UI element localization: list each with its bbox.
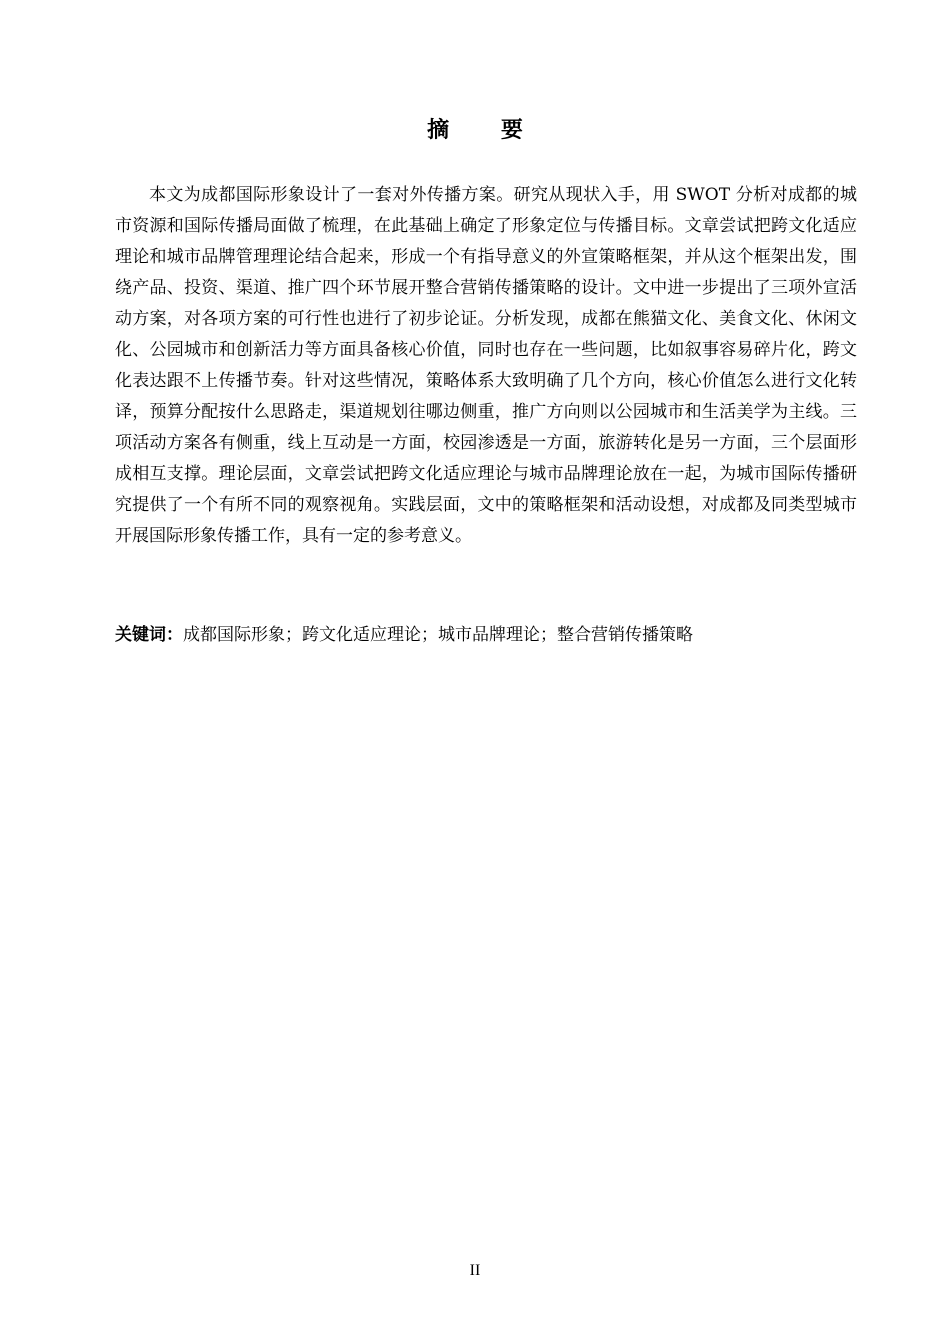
keywords-text: 成都国际形象；跨文化适应理论；城市品牌理论；整合营销传播策略 [183, 625, 693, 645]
keywords-line [115, 620, 857, 651]
keywords-label: 关键词： [115, 625, 183, 645]
abstract-paragraph: 本文为成都国际形象设计了一套对外传播方案。研究从现状入手，用 SWOT 分析对成都的城市资源和国际传播局面做了梳理，在此基础上确定了形象定位与传播目标。文章尝试把跨文化适应理论和城市品牌管理理论结合起来，形成一个有指导意义的外宣策略框架，并从这个框架出发，围绕产品、投资、渠道、推广四个环节展开整合营销传播策略的设计。文中进一步提出了三项外宣活动方案，对各项方案的可行性也进行了初步论证。分析发现，成都在熊猫文化、美食文化、休闲文化、公园城市和创新活力等方面具备核心价值，同时也存在一些问题，比如叙事容易碎片化，跨文化表达跟不上传播节奏。针对这些情况，策略体系大致明确了几个方向，核心价值怎么进行文化转译，预算分配按什么思路走，渠道规划往哪边侧重，推广方向则以公园城市和生活美学为主线。三项活动方案各有侧重，线上互动是一方面，校园渗透是一方面，旅游转化是另一方面，三个层面形成相互支撑。理论层面，文章尝试把跨文化适应理论与城市品牌理论放在一起，为城市国际传播研究提供了一个有所不同的观察视角。实践层面，文中的策略框架和活动设想，对成都及同类型城市开展国际形象传播工作，具有一定的参考意义。 [115, 185, 857, 546]
page-number: II [469, 1262, 481, 1279]
abstract-title: 摘 要 [427, 118, 545, 143]
